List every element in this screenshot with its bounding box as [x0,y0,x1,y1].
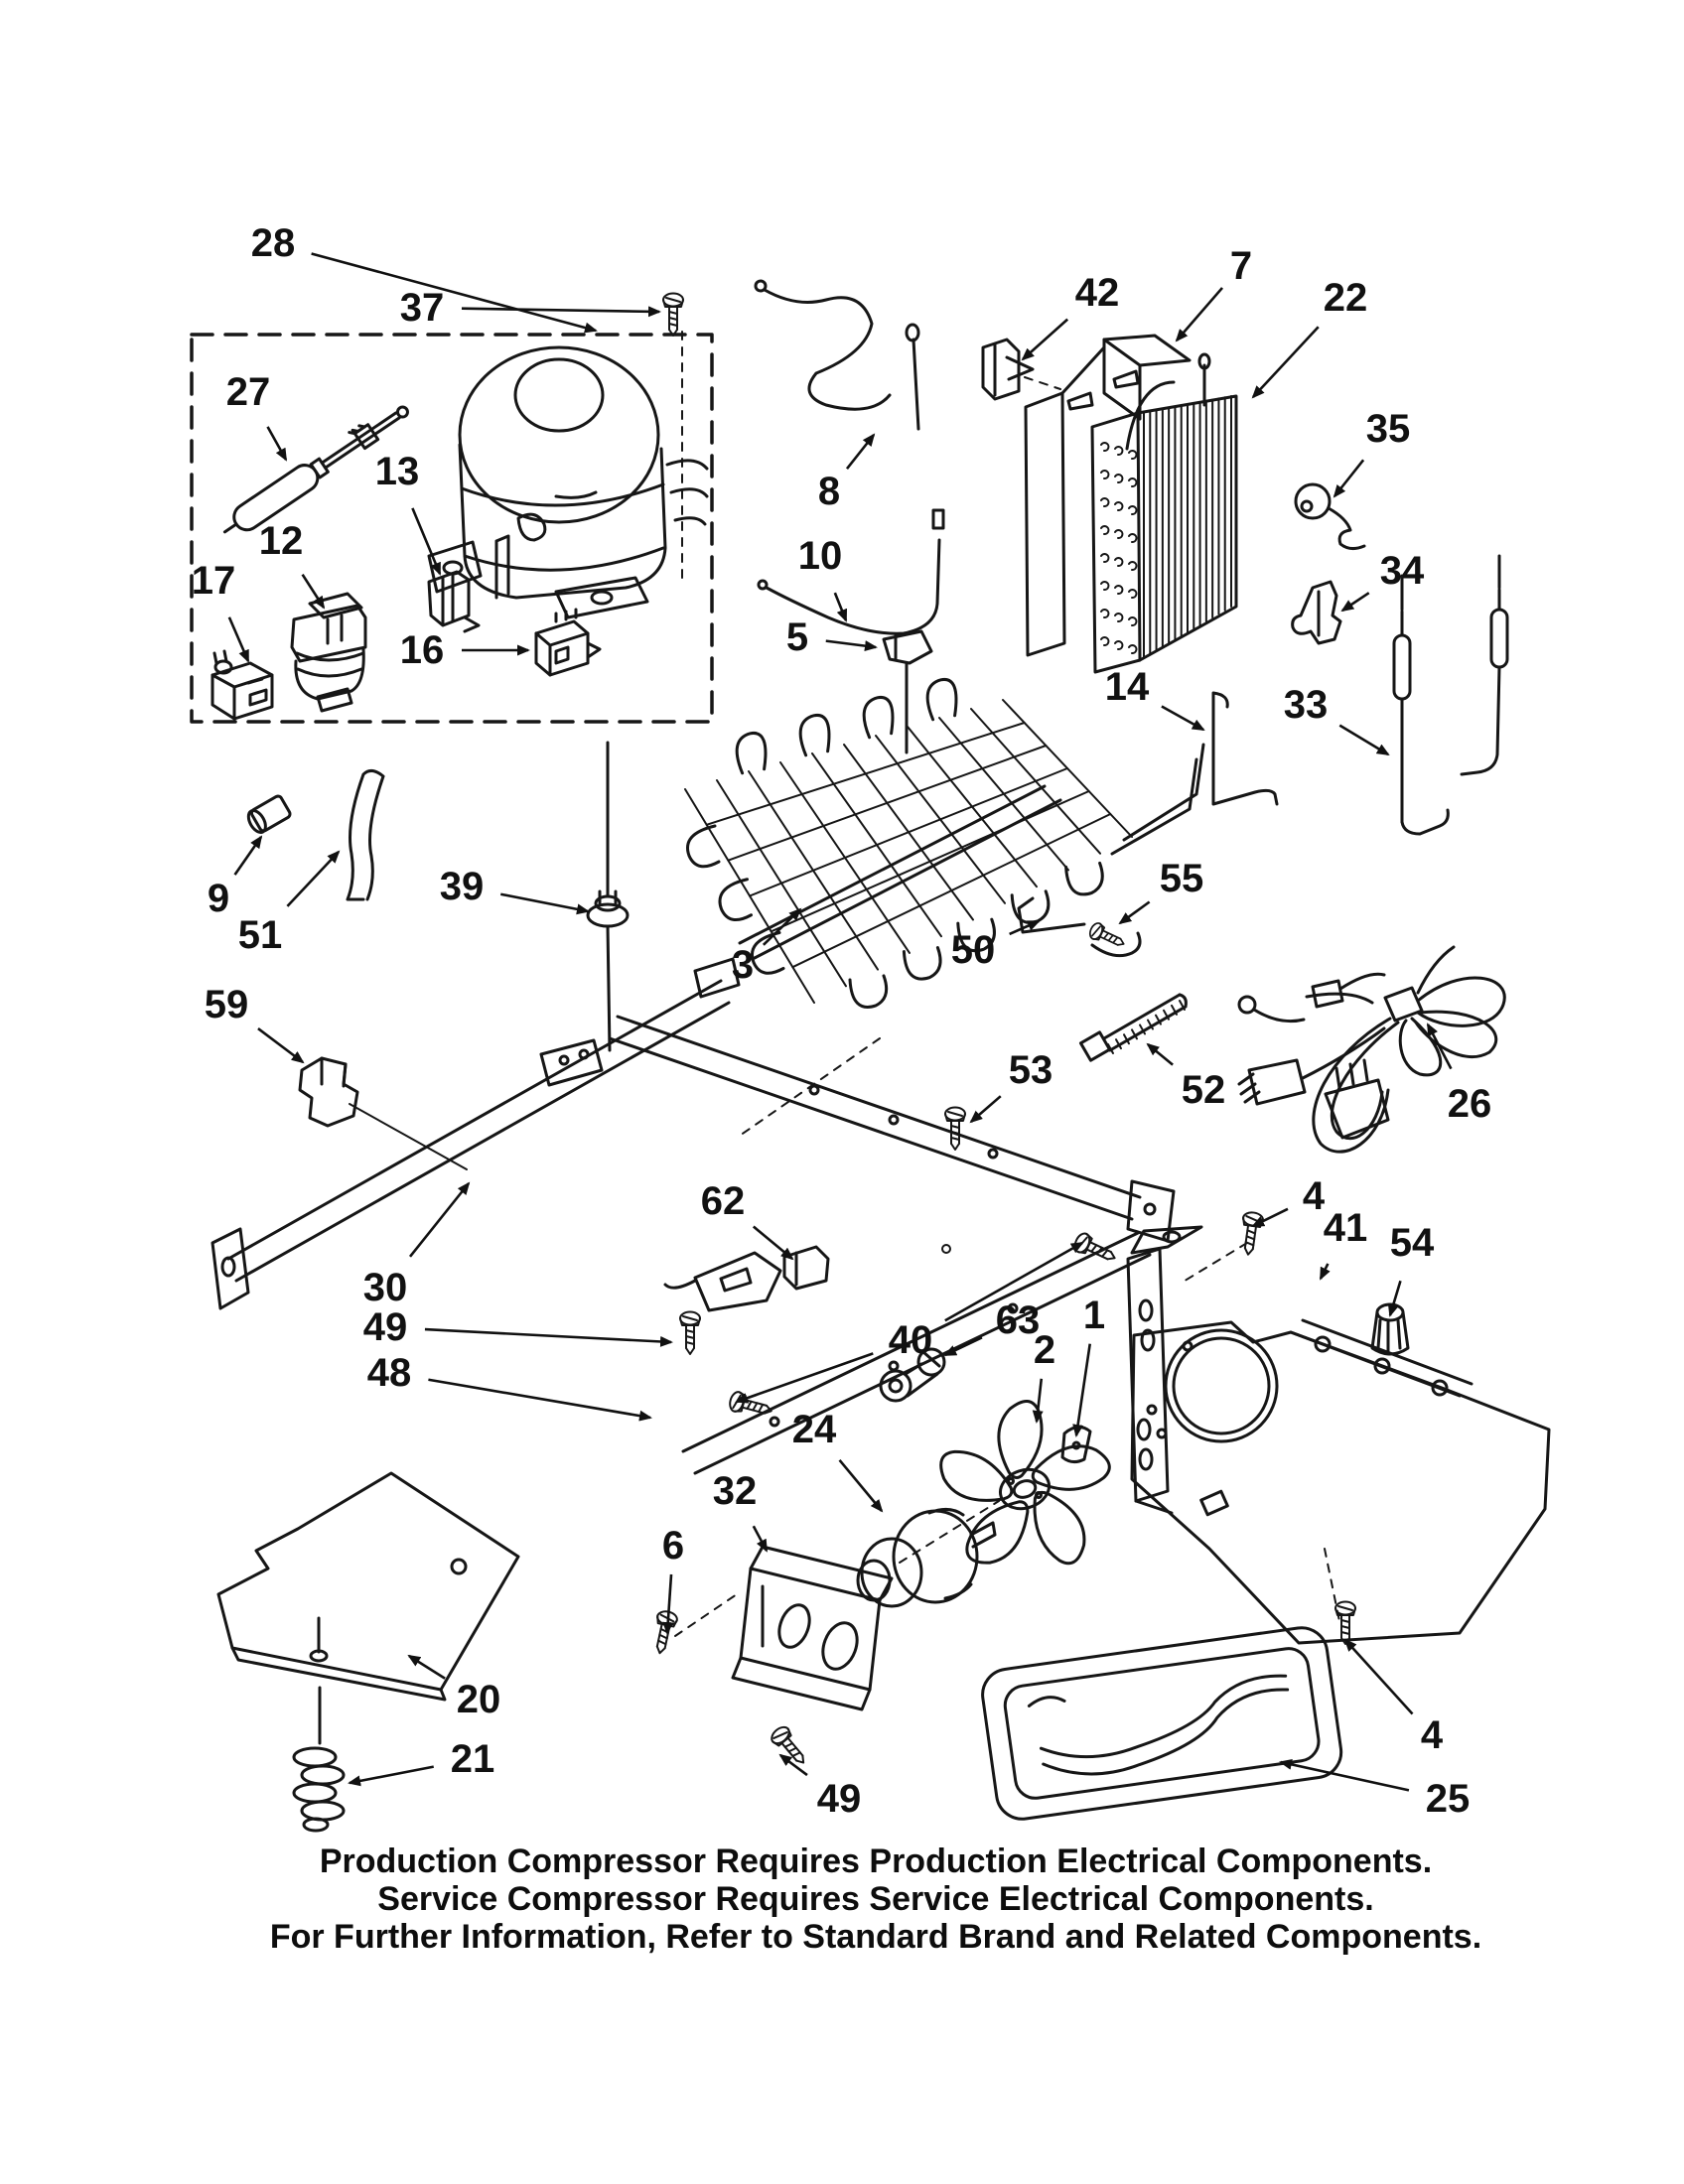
callout-9 [208,837,261,920]
svg-text:16: 16 [399,628,445,672]
callout-4 [1253,1174,1326,1226]
callout-8 [818,435,874,513]
callout-12 [259,519,324,608]
clip-42 [983,340,1060,399]
footer-note [270,1843,1481,1956]
callout-21 [350,1737,494,1783]
callout-50 [951,921,1039,972]
svg-text:3: 3 [731,943,755,987]
svg-text:17: 17 [191,559,236,603]
callout-3 [732,909,800,987]
svg-text:24: 24 [791,1408,837,1451]
screw-6 [650,1610,678,1656]
svg-text:52: 52 [1181,1068,1226,1112]
callout-5 [786,615,876,659]
callout-25 [1281,1762,1470,1821]
clip-34 [1293,582,1340,643]
motor-bracket-32 [733,1547,892,1709]
compressor [429,332,707,617]
callout-55 [1120,857,1203,923]
callout-1 [1076,1294,1105,1435]
base-panel-41 [1132,1320,1549,1643]
svg-text:62: 62 [700,1179,746,1223]
side-plate-1 [1128,1227,1201,1513]
callout-51 [238,852,339,957]
svg-text:40: 40 [888,1318,933,1362]
svg-text:7: 7 [1229,244,1253,288]
evaporator-3 [685,679,1203,1007]
callout-14 [1105,665,1203,730]
svg-text:13: 13 [374,450,420,493]
defrost-part-50 [1019,898,1140,956]
callout-4 [1345,1640,1444,1757]
callout-22 [1253,276,1367,397]
callout-7 [1177,244,1252,341]
callout-35 [1334,407,1410,496]
svg-text:21: 21 [450,1737,495,1781]
svg-text:41: 41 [1323,1206,1368,1250]
condenser-22 [1092,354,1236,672]
callout-37 [400,286,659,330]
svg-text:25: 25 [1425,1777,1471,1821]
screw-37 [663,294,683,337]
callout-17 [192,559,248,661]
svg-text:59: 59 [204,983,249,1026]
svg-text:53: 53 [1008,1048,1053,1092]
grommet-39 [588,743,628,1050]
svg-text:42: 42 [1074,271,1120,315]
callout-33 [1284,683,1388,754]
svg-text:37: 37 [399,286,445,330]
callout-41 [1321,1206,1367,1279]
overload-protector-17 [212,651,272,719]
svg-text:55: 55 [1159,857,1204,900]
svg-text:10: 10 [797,534,843,578]
screw-40a [728,1391,773,1421]
callout-48 [367,1351,650,1418]
callout-49 [780,1755,861,1821]
footer-line-1: Production Compressor Requires Production Electrical Components. [319,1843,1433,1880]
callout-62 [701,1179,792,1259]
svg-text:2: 2 [1033,1328,1056,1372]
svg-text:26: 26 [1447,1082,1492,1126]
footer-line-3: For Further Information, Refer to Standard Brand and Related Components. [269,1918,1482,1956]
svg-text:48: 48 [366,1351,412,1395]
svg-text:22: 22 [1323,276,1368,320]
svg-text:49: 49 [816,1777,862,1821]
fan-blade-2 [937,1399,1114,1573]
start-relay-12 [292,594,365,711]
callout-27 [226,370,286,460]
screw-4b [1335,1602,1355,1645]
callout-54 [1390,1221,1435,1315]
callout-39 [440,865,588,911]
svg-text:54: 54 [1389,1221,1435,1265]
svg-text:12: 12 [258,519,304,563]
screw-49a [680,1312,700,1355]
svg-text:34: 34 [1379,549,1425,593]
svg-text:49: 49 [362,1305,408,1349]
frame-rail-rear [610,1017,1174,1241]
callout-52 [1148,1044,1225,1112]
svg-text:6: 6 [661,1524,685,1568]
footer-line-2: Service Compressor Requires Service Electrical Components. [377,1880,1374,1918]
tube-51 [348,770,383,899]
screw-4a [1238,1211,1264,1256]
clip-62 [784,1247,828,1289]
callout-53 [971,1048,1052,1122]
svg-text:20: 20 [456,1678,501,1721]
svg-text:27: 27 [225,370,271,414]
svg-text:30: 30 [362,1266,408,1309]
svg-text:9: 9 [207,877,230,920]
cable-tie-52 [1080,995,1186,1060]
callout-32 [713,1469,767,1551]
svg-text:28: 28 [250,221,296,265]
callout-59 [205,983,303,1062]
svg-text:39: 39 [439,865,485,908]
svg-text:63: 63 [995,1298,1041,1342]
frame-rail-30 [212,959,739,1308]
terminal-bracket [665,1253,780,1310]
tube-9 [245,795,292,836]
tube-8 [756,281,918,429]
callout-49 [363,1305,671,1349]
drain-pan-25 [979,1624,1344,1822]
callout-30 [363,1183,469,1309]
callout-16 [400,628,528,672]
svg-text:33: 33 [1283,683,1329,727]
svg-text:1: 1 [1082,1294,1106,1337]
svg-text:4: 4 [1302,1174,1326,1218]
svg-text:35: 35 [1365,407,1411,451]
callout-24 [792,1408,882,1511]
svg-text:32: 32 [712,1469,758,1513]
wire-14 [1213,693,1277,804]
svg-text:51: 51 [237,913,283,957]
callout-34 [1342,549,1425,611]
fan-motor-24 [858,1501,999,1606]
spring-21 [294,1748,344,1831]
sensors-33 [1394,556,1507,834]
svg-text:14: 14 [1104,665,1150,709]
thermostat-35 [1296,484,1364,549]
svg-text:5: 5 [785,615,809,659]
svg-text:4: 4 [1420,1713,1444,1757]
svg-text:50: 50 [950,928,996,972]
bracket-59 [300,1058,467,1169]
relay-16 [536,610,600,675]
callout-26 [1428,1024,1491,1126]
svg-text:8: 8 [817,470,841,513]
